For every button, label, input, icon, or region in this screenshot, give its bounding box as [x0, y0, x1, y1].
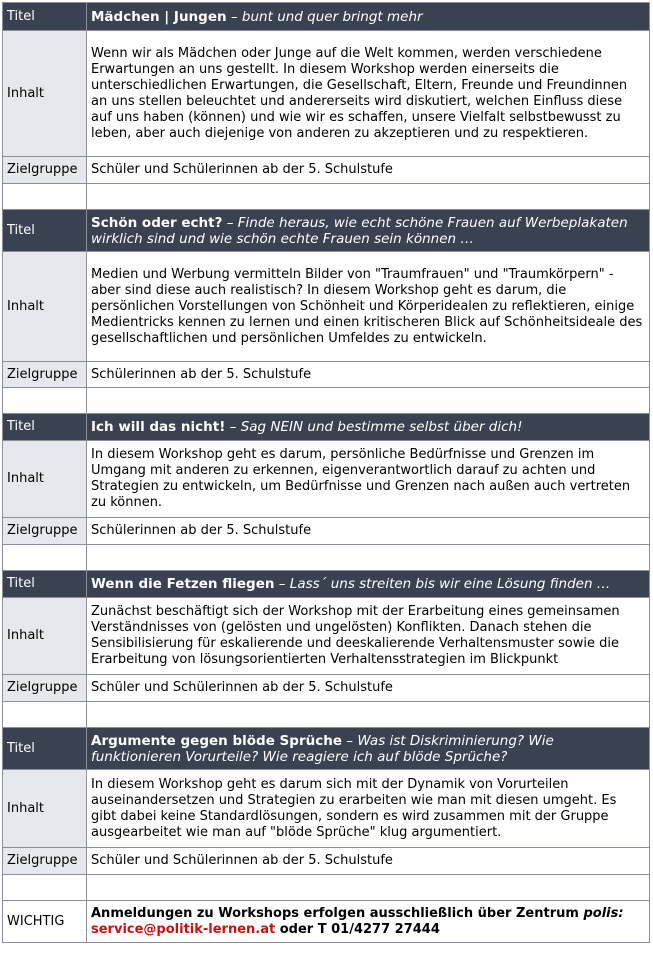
title-label: Titel: [3, 3, 87, 31]
workshop-title: [87, 414, 650, 441]
workshop-subtitle: – Was ist Diskriminierung? Wie funktionieren Vorurteile? Wie reagiere ich auf blöde Sprüche?: [91, 732, 554, 765]
spacer-cell: [3, 545, 87, 571]
workshop-title: [87, 3, 650, 31]
workshop-content: In diesem Workshop geht es darum, persönliche Bedürfnisse und Grenzen im Umgang mit anderen zu erkennen, eigenverantwortlich darauf zu achten und Strategien zu entwickeln, um Bedürfnisse und Grenzen nach außen auch vertreten zu können.: [87, 441, 650, 518]
spacer-cell: [87, 388, 650, 414]
spacer-cell: [87, 875, 650, 901]
title-label: Titel: [3, 571, 87, 598]
phone-text: oder T 01/4277 27444: [275, 921, 440, 937]
title-label: Titel: [3, 728, 87, 770]
workshop-title-text: Mädchen | Jungen: [91, 8, 227, 25]
content-label: Inhalt: [3, 598, 87, 675]
workshop-content-row: [3, 770, 650, 848]
workshop-content-row: [3, 441, 650, 518]
workshop-subtitle: – Sag NEIN und bestimme selbst über dich!: [225, 419, 523, 435]
important-note: [87, 901, 650, 943]
workshop-title: [87, 728, 650, 770]
spacer-cell: [3, 184, 87, 210]
important-row: [3, 901, 650, 943]
workshop-title-text: Argumente gegen blöde Sprüche: [91, 732, 342, 749]
workshop-title-text: Schön oder echt?: [91, 214, 223, 231]
workshop-group: Schüler und Schülerinnen ab der 5. Schulstufe: [87, 157, 650, 184]
workshop-group-row: [3, 675, 650, 702]
workshop-group: Schülerinnen ab der 5. Schulstufe: [87, 362, 650, 388]
workshop-title-row: [3, 3, 650, 31]
workshop-content: Medien und Werbung vermitteln Bilder von "Traumfrauen" und "Traumkörpern" - aber sind diese auch realistisch? In diesem Workshop geht es darum, die persönlichen Vorstellungen von Schönheit und Körperidealen zu reflektieren, einige Medientricks kennen zu lernen und einen kritischeren Blick auf Schönheitsideale des gesellschaftlichen und persönlichen Umfeldes zu entwickeln.: [87, 252, 650, 362]
spacer-cell: [3, 388, 87, 414]
title-label: Titel: [3, 210, 87, 252]
workshop-group-row: [3, 362, 650, 388]
group-label: Zielgruppe: [3, 362, 87, 388]
workshop-title-row: [3, 728, 650, 770]
workshop-title-text: Ich will das nicht!: [91, 419, 226, 435]
workshop-title-row: [3, 210, 650, 252]
spacer-row: [3, 184, 650, 210]
workshop-content-row: [3, 31, 650, 157]
workshop-title: [87, 571, 650, 598]
content-label: Inhalt: [3, 770, 87, 848]
content-label: Inhalt: [3, 31, 87, 157]
important-org: polis:: [583, 905, 624, 921]
workshop-content-row: [3, 252, 650, 362]
important-text: Anmeldungen zu Workshops erfolgen ausschließlich über Zentrum: [91, 905, 584, 921]
workshop-group: Schüler und Schülerinnen ab der 5. Schulstufe: [87, 675, 650, 702]
spacer-cell: [87, 184, 650, 210]
group-label: Zielgruppe: [3, 848, 87, 875]
spacer-row: [3, 702, 650, 728]
workshop-group-row: [3, 518, 650, 545]
spacer-cell: [87, 702, 650, 728]
workshop-title: [87, 210, 650, 252]
email-link[interactable]: service@politik-lernen.at: [91, 921, 276, 937]
workshop-subtitle: – Finde heraus, wie echt schöne Frauen auf Werbeplakaten wirklich sind und wie schön echte Frauen sein können …: [91, 214, 628, 247]
workshop-subtitle: – Lass´ uns streiten bis wir eine Lösung finden …: [274, 576, 611, 592]
workshop-group: Schüler und Schülerinnen ab der 5. Schulstufe: [87, 848, 650, 875]
workshop-group-row: [3, 157, 650, 184]
workshop-title-row: [3, 414, 650, 441]
spacer-row: [3, 545, 650, 571]
important-label: WICHTIG: [3, 901, 87, 943]
workshop-content: In diesem Workshop geht es darum sich mit der Dynamik von Vorurteilen auseinandersetzen und Strategien zu erarbeiten wie man mit diesen umgeht. Es gibt dabei keine Standardlösungen, sondern es wird zusammen mit der Gruppe ausgearbeitet wie man auf "blöde Sprüche" klug argumentiert.: [87, 770, 650, 848]
workshop-group-row: [3, 848, 650, 875]
workshop-title-row: [3, 571, 650, 598]
workshop-content-row: [3, 598, 650, 675]
title-label: Titel: [3, 414, 87, 441]
spacer-cell: [3, 875, 87, 901]
spacer-row: [3, 388, 650, 414]
workshop-content: Zunächst beschäftigt sich der Workshop mit der Erarbeitung eines gemeinsamen Verständnisses von (gelösten und ungelösten) Konflikten. Danach stehen die Sensibilisierung für eskalierende und deeskalierende Verhaltensmuster sowie die Erarbeitung von lösungsorientierten Verhaltensstrategien im Blickpunkt: [87, 598, 650, 675]
workshop-group: Schülerinnen ab der 5. Schulstufe: [87, 518, 650, 545]
group-label: Zielgruppe: [3, 157, 87, 184]
workshop-subtitle: – bunt und quer bringt mehr: [226, 8, 423, 25]
content-label: Inhalt: [3, 252, 87, 362]
workshop-table: [2, 2, 650, 943]
spacer-cell: [3, 702, 87, 728]
spacer-row: [3, 875, 650, 901]
group-label: Zielgruppe: [3, 675, 87, 702]
workshop-title-text: Wenn die Fetzen fliegen: [91, 576, 275, 592]
content-label: Inhalt: [3, 441, 87, 518]
group-label: Zielgruppe: [3, 518, 87, 545]
workshop-content: Wenn wir als Mädchen oder Junge auf die Welt kommen, werden verschiedene Erwartungen an uns gestellt. In diesem Workshop werden einerseits die unterschiedlichen Erwartungen, die Gesellschaft, Eltern, Freunde und Freundinnen an uns stellen beleuchtet und andererseits wird diskutiert, welchen Einfluss diese auf uns haben (können) und wie wir es schaffen, unsere Vielfalt selbstbewusst zu leben, aber auch diejenige von anderen zu akzeptieren und zu respektieren.: [87, 31, 650, 157]
spacer-cell: [87, 545, 650, 571]
